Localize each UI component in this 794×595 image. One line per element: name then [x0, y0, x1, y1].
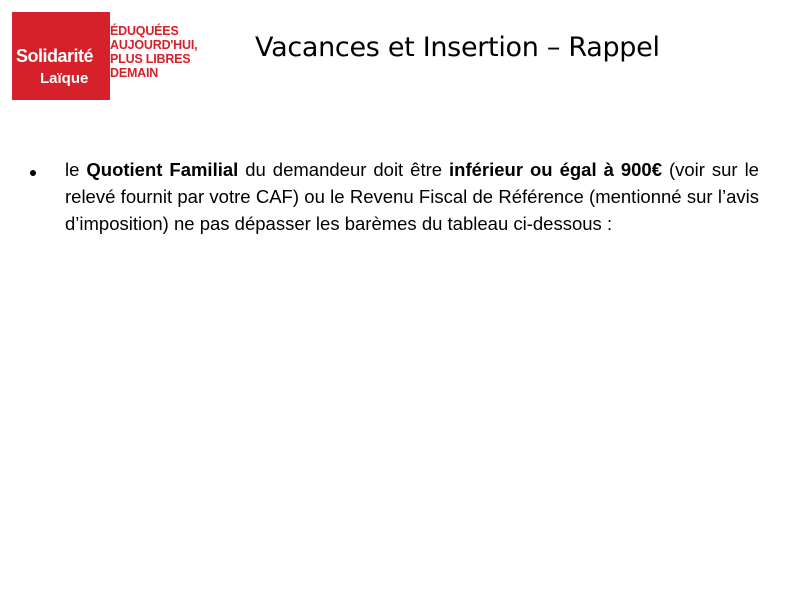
slide-title: Vacances et Insertion – Rappel [255, 32, 660, 63]
solidarite-laique-logo [12, 12, 224, 100]
logo-slogan-line-3: PLUS LIBRES [110, 52, 191, 66]
bullet-text [65, 156, 759, 237]
logo-org-sub: Laïque [40, 70, 89, 87]
bullet-text-part: le [65, 159, 87, 180]
logo-slogan-line-4: DEMAIN [110, 66, 159, 80]
logo-slogan-line-2: AUJOURD'HUI, [110, 38, 198, 52]
logo-slogan [110, 24, 197, 80]
bullet-text-part: (voir sur le relevé fournit par votre CAF) ou le Revenu Fiscal de Référence (mentionné sur l’avis d’imposition) ne pas dépasser les barèmes du tableau ci-dessous : [65, 159, 759, 234]
logo-slogan-line-1: ÉDUQUÉES [110, 24, 179, 38]
bullet-bold-threshold: inférieur ou égal à 900€ [449, 159, 662, 180]
bullet-bold-quotient: Quotient Familial [86, 159, 239, 180]
bullet-icon [30, 170, 36, 176]
logo-org-name: Solidarité [16, 46, 94, 66]
logo-red-block [12, 12, 110, 100]
bullet-text-part: du demandeur doit être [238, 159, 450, 180]
